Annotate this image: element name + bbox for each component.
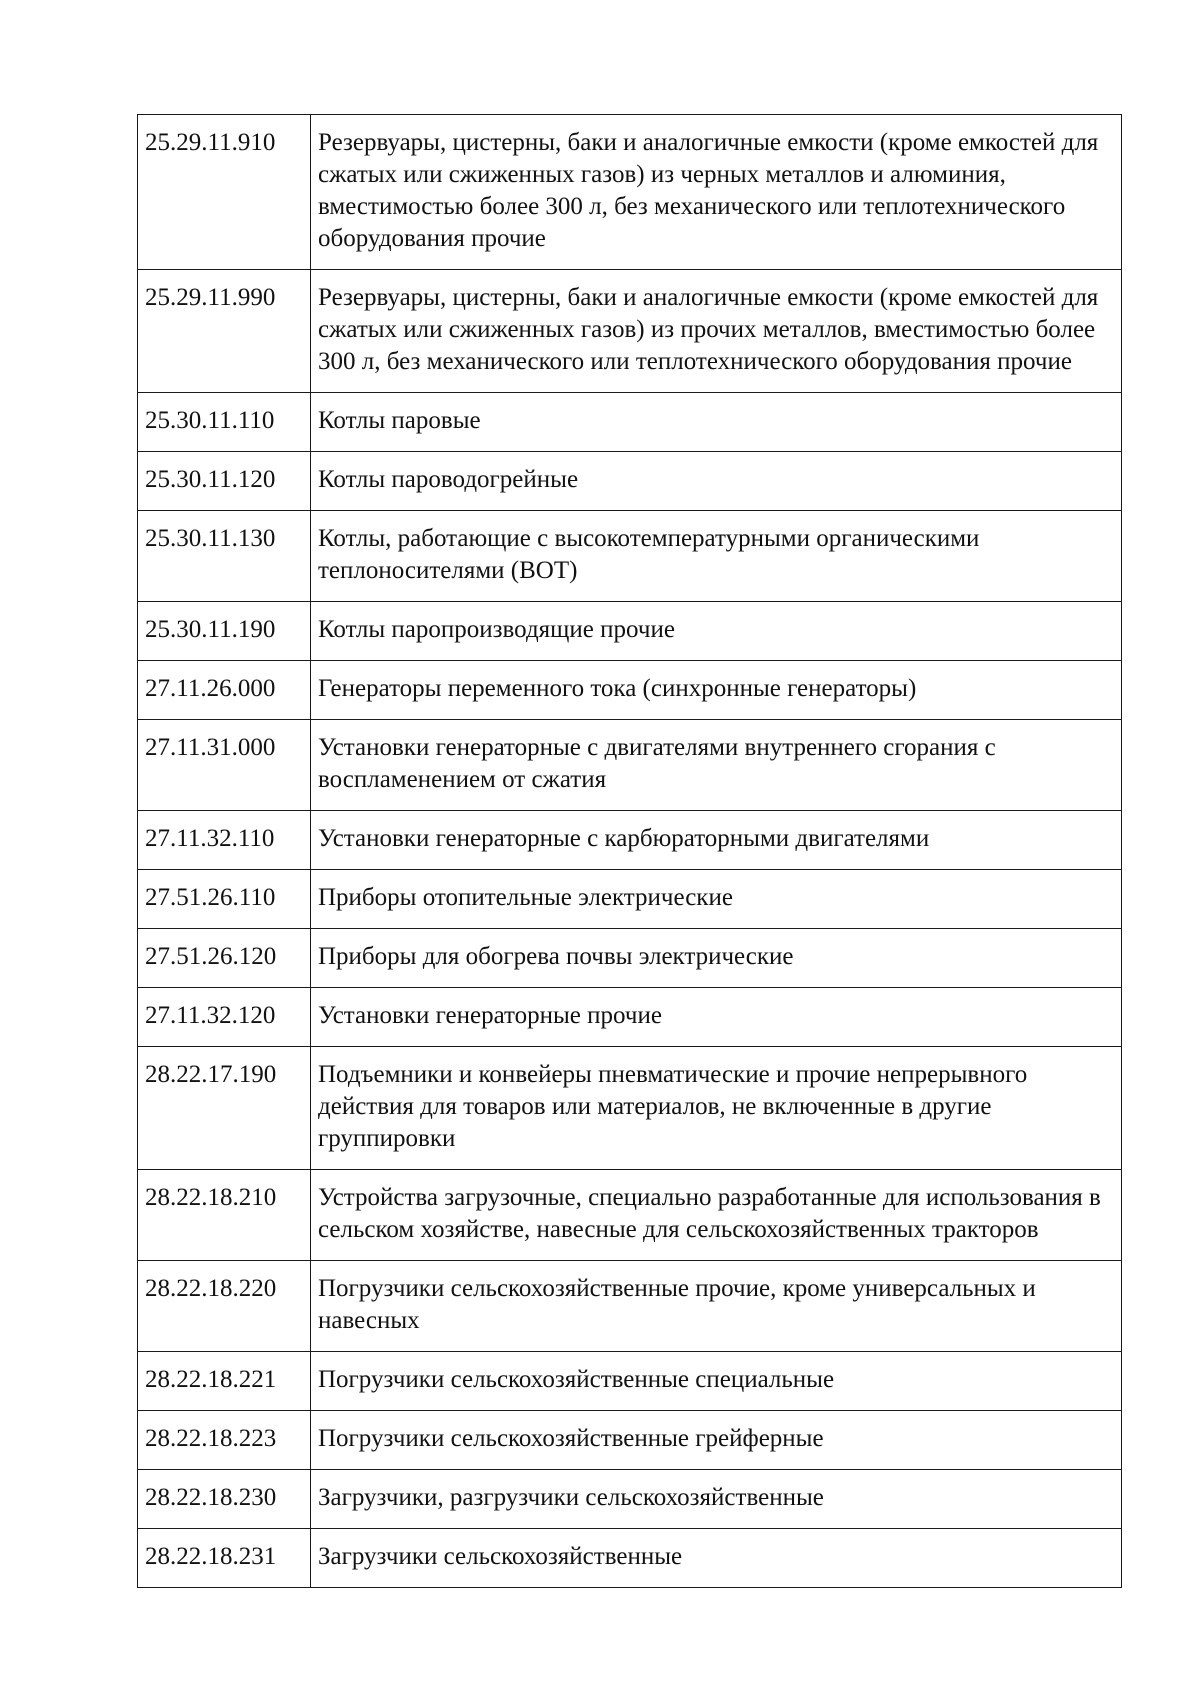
code-cell: 25.30.11.190: [138, 602, 311, 661]
code-cell: 27.11.26.000: [138, 661, 311, 720]
code-cell: 27.11.31.000: [138, 720, 311, 811]
table-row: [138, 1261, 1122, 1352]
description-cell: Загрузчики, разгрузчики сельскохозяйственные: [311, 1470, 1122, 1529]
code-cell: 25.29.11.990: [138, 270, 311, 393]
code-cell: 25.30.11.130: [138, 511, 311, 602]
description-cell: Установки генераторные с карбюраторными двигателями: [311, 811, 1122, 870]
description-cell: Котлы пароводогрейные: [311, 452, 1122, 511]
description-cell: Котлы паровые: [311, 393, 1122, 452]
code-cell: 27.51.26.110: [138, 870, 311, 929]
table-row: [138, 511, 1122, 602]
table-row: [138, 1411, 1122, 1470]
table-row: [138, 929, 1122, 988]
code-cell: 27.11.32.120: [138, 988, 311, 1047]
code-cell: 28.22.17.190: [138, 1047, 311, 1170]
description-cell: Погрузчики сельскохозяйственные грейферные: [311, 1411, 1122, 1470]
code-cell: 25.29.11.910: [138, 115, 311, 270]
description-cell: Приборы отопительные электрические: [311, 870, 1122, 929]
description-cell: Устройства загрузочные, специально разработанные для использования в сельском хозяйстве, навесные для сельскохозяйственных тракторов: [311, 1170, 1122, 1261]
table-row: [138, 1470, 1122, 1529]
table-row: [138, 602, 1122, 661]
description-cell: Резервуары, цистерны, баки и аналогичные емкости (кроме емкостей для сжатых или сжиженных газов) из черных металлов и алюминия, вместимостью более 300 л, без механического или теплотехнического оборудования прочие: [311, 115, 1122, 270]
code-cell: 28.22.18.231: [138, 1529, 311, 1588]
description-cell: Погрузчики сельскохозяйственные прочие, кроме универсальных и навесных: [311, 1261, 1122, 1352]
table-row: [138, 870, 1122, 929]
table-row: [138, 1170, 1122, 1261]
table-row: [138, 661, 1122, 720]
table-row: [138, 1352, 1122, 1411]
code-cell: 27.11.32.110: [138, 811, 311, 870]
code-cell: 27.51.26.120: [138, 929, 311, 988]
description-cell: Генераторы переменного тока (синхронные генераторы): [311, 661, 1122, 720]
description-cell: Подъемники и конвейеры пневматические и прочие непрерывного действия для товаров или материалов, не включенные в другие группировки: [311, 1047, 1122, 1170]
description-cell: Установки генераторные с двигателями внутреннего сгорания с воспламенением от сжатия: [311, 720, 1122, 811]
code-cell: 28.22.18.221: [138, 1352, 311, 1411]
description-cell: Загрузчики сельскохозяйственные: [311, 1529, 1122, 1588]
description-cell: Котлы, работающие с высокотемпературными органическими теплоносителями (ВОТ): [311, 511, 1122, 602]
description-cell: Установки генераторные прочие: [311, 988, 1122, 1047]
table-row: [138, 720, 1122, 811]
description-cell: Резервуары, цистерны, баки и аналогичные емкости (кроме емкостей для сжатых или сжиженных газов) из прочих металлов, вместимостью более 300 л, без механического или теплотехнического оборудования прочие: [311, 270, 1122, 393]
code-cell: 25.30.11.110: [138, 393, 311, 452]
description-cell: Котлы паропроизводящие прочие: [311, 602, 1122, 661]
table-row: [138, 988, 1122, 1047]
table-row: [138, 115, 1122, 270]
table-row: [138, 1529, 1122, 1588]
code-cell: 25.30.11.120: [138, 452, 311, 511]
code-cell: 28.22.18.220: [138, 1261, 311, 1352]
table-row: [138, 452, 1122, 511]
table-row: [138, 1047, 1122, 1170]
code-cell: 28.22.18.223: [138, 1411, 311, 1470]
description-cell: Приборы для обогрева почвы электрические: [311, 929, 1122, 988]
table-row: [138, 270, 1122, 393]
table-row: [138, 393, 1122, 452]
table-row: [138, 811, 1122, 870]
code-cell: 28.22.18.230: [138, 1470, 311, 1529]
classification-table: [137, 114, 1122, 1588]
description-cell: Погрузчики сельскохозяйственные специальные: [311, 1352, 1122, 1411]
code-cell: 28.22.18.210: [138, 1170, 311, 1261]
